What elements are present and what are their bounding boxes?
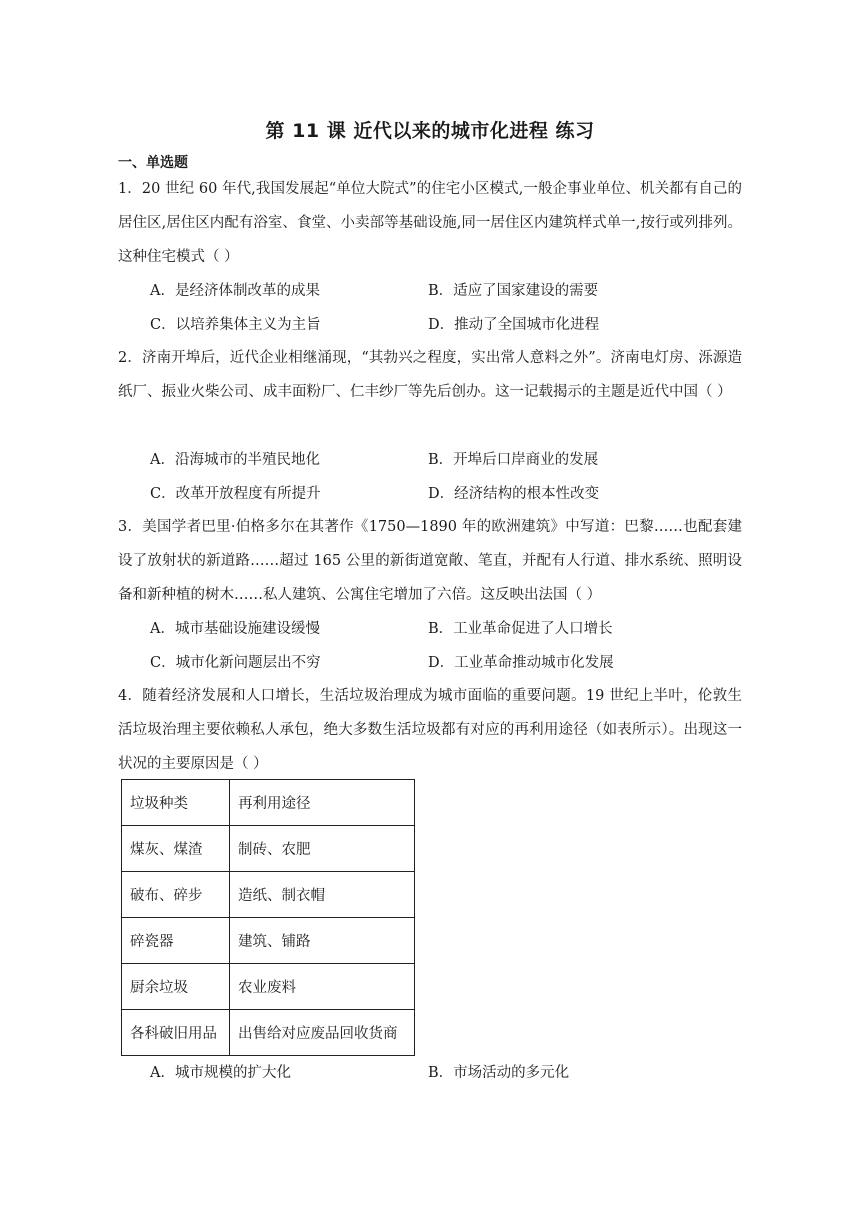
- table-row: [122, 826, 415, 872]
- question-2-option-d[interactable]: D．经济结构的根本性改变: [428, 486, 600, 502]
- table-cell: 造纸、制衣帽: [230, 872, 415, 918]
- question-3-stem: 3．美国学者巴里·伯格多尔在其著作《1750—1890 年的欧洲建筑》中写道：巴黎……也配套建设了放射状的新道路……超过 165 公里的新街道宽敞、笔直，并配有人行道、排水系统、照明设备和新种植的树木……私人建筑、公寓住宅增加了六倍。这反映出法国（ ）: [118, 519, 742, 603]
- table-cell: 再利用途径: [230, 780, 415, 826]
- table-row: [122, 964, 415, 1010]
- question-4-stem: 4．随着经济发展和人口增长，生活垃圾治理成为城市面临的重要问题。19 世纪上半叶，伦敦生活垃圾治理主要依赖私人承包，绝大多数生活垃圾都有对应的再利用途径（如表所示）。出现这一状况的主要原因是（ ）: [118, 688, 742, 772]
- table-row: [122, 1010, 415, 1056]
- question-2-option-b[interactable]: B．开埠后口岸商业的发展: [428, 452, 599, 468]
- table-cell: 垃圾种类: [122, 780, 230, 826]
- table-row: [122, 872, 415, 918]
- page-title: 第 11 课 近代以来的城市化进程 练习: [265, 120, 595, 142]
- question-2-stem: 2．济南开埠后，近代企业相继涌现，“其勃兴之程度，实出常人意料之外”。济南电灯房、泺源造纸厂、振业火柴公司、成丰面粉厂、仁丰纱厂等先后创办。这一记载揭示的主题是近代中国（ ）: [118, 350, 742, 400]
- table-row: [122, 918, 415, 964]
- question-1-option-c[interactable]: C．以培养集体主义为主旨: [150, 317, 321, 333]
- question-1-option-a[interactable]: A．是经济体制改革的成果: [150, 283, 320, 299]
- question-4-option-a[interactable]: A．城市规模的扩大化: [150, 1065, 291, 1081]
- question-3-option-b[interactable]: B．工业革命促进了人口增长: [428, 621, 613, 637]
- question-2-options: [150, 443, 750, 511]
- question-1-options: [150, 274, 750, 342]
- question-1-option-d[interactable]: D．推动了全国城市化进程: [428, 317, 600, 333]
- table-cell: 出售给对应废品回收货商: [230, 1010, 415, 1056]
- table-cell: 破布、碎步: [122, 872, 230, 918]
- section-heading: 一、单选题: [118, 155, 188, 171]
- table-cell: 建筑、铺路: [230, 918, 415, 964]
- table-cell: 碎瓷器: [122, 918, 230, 964]
- question-3-option-a[interactable]: A．城市基础设施建设缓慢: [150, 621, 320, 637]
- table-cell: 各科破旧用品: [122, 1010, 230, 1056]
- question-1-stem: 1．20 世纪 60 年代,我国发展起“单位大院式”的住宅小区模式,一般企事业单位、机关都有自己的居住区,居住区内配有浴室、食堂、小卖部等基础设施,同一居住区内建筑样式单一,按行或列排列。这种住宅模式（ ）: [118, 181, 742, 265]
- question-2-option-a[interactable]: A．沿海城市的半殖民地化: [150, 452, 320, 468]
- table-cell: 制砖、农肥: [230, 826, 415, 872]
- question-3-options: [150, 612, 750, 680]
- question-3-option-d[interactable]: D．工业革命推动城市化发展: [428, 655, 614, 671]
- table-cell: 农业废料: [230, 964, 415, 1010]
- table-cell: 煤灰、煤渣: [122, 826, 230, 872]
- question-4-option-b[interactable]: B．市场活动的多元化: [428, 1065, 570, 1081]
- question-1-option-b[interactable]: B．适应了国家建设的需要: [428, 283, 599, 299]
- question-2-option-c[interactable]: C．改革开放程度有所提升: [150, 486, 321, 502]
- question-4-options: [150, 1056, 750, 1090]
- table-header-row: [122, 780, 415, 826]
- table-cell: 厨余垃圾: [122, 964, 230, 1010]
- question-3-option-c[interactable]: C．城市化新问题层出不穷: [150, 655, 321, 671]
- waste-reuse-table: [121, 779, 415, 1056]
